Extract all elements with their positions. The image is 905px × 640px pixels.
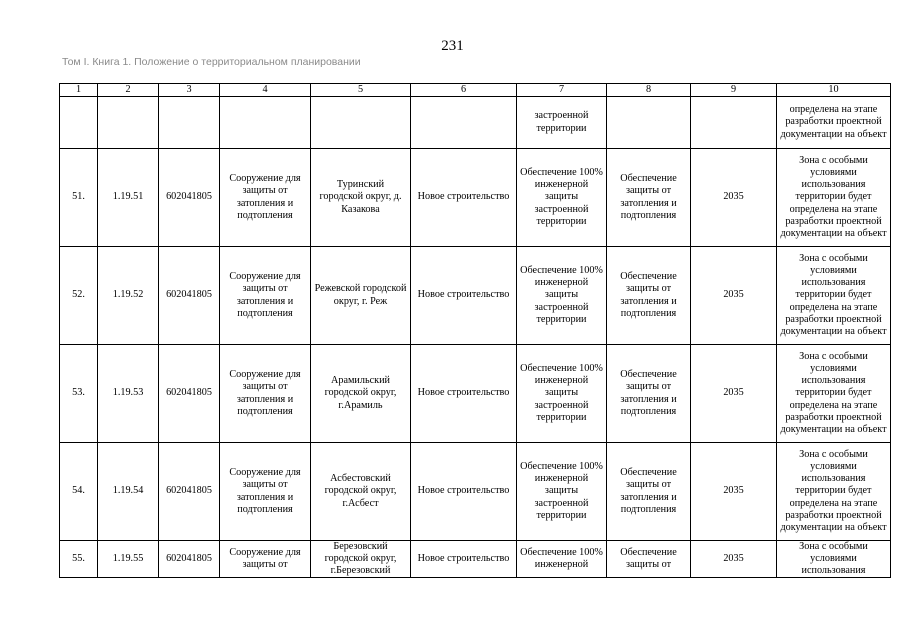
zone-cell bbox=[777, 247, 891, 345]
year-cell-text: 2035 bbox=[723, 552, 744, 564]
location-cell bbox=[311, 541, 411, 578]
location-cell bbox=[311, 247, 411, 345]
okof-code-cell bbox=[159, 149, 220, 247]
empty-cell bbox=[60, 97, 98, 149]
objects-table bbox=[59, 83, 891, 578]
object-name-cell bbox=[220, 541, 311, 578]
purpose-cell bbox=[517, 443, 607, 541]
purpose-cell bbox=[517, 247, 607, 345]
column-header: 7 bbox=[517, 84, 607, 97]
row-number-cell-text: 52. bbox=[72, 289, 85, 301]
code-cell-text: 1.19.54 bbox=[112, 485, 144, 497]
zone-cell: определена на этапе разработки проектной документации на объект bbox=[777, 97, 891, 149]
year-cell-text: 2035 bbox=[723, 289, 744, 301]
code-cell bbox=[98, 149, 159, 247]
column-header: 4 bbox=[220, 84, 311, 97]
table-row bbox=[60, 247, 891, 345]
function-cell-text: Обеспечение защиты от затопления и подтопления bbox=[620, 173, 677, 221]
work-type-cell-text: Новое строительство bbox=[417, 289, 510, 301]
purpose-cell: застроенной территории bbox=[517, 97, 607, 149]
purpose-cell bbox=[517, 541, 607, 578]
running-header: Том I. Книга 1. Положение о территориальном планировании bbox=[62, 56, 361, 68]
row-number-cell bbox=[60, 541, 98, 578]
code-cell bbox=[98, 345, 159, 443]
work-type-cell-text: Новое строительство bbox=[417, 191, 510, 203]
year-cell bbox=[691, 541, 777, 578]
year-cell bbox=[691, 345, 777, 443]
row-number-cell bbox=[60, 345, 98, 443]
location-cell bbox=[311, 443, 411, 541]
column-header: 6 bbox=[411, 84, 517, 97]
okof-code-cell bbox=[159, 345, 220, 443]
year-cell-text: 2035 bbox=[723, 485, 744, 497]
work-type-cell bbox=[411, 247, 517, 345]
zone-cell-text: Зона с особыми условиями использования территории будет определена на этапе разработки проектной документации на объект bbox=[780, 448, 887, 533]
row-number-cell bbox=[60, 443, 98, 541]
purpose-cell-text: Обеспечение 100% инженерной защиты застроенной территории bbox=[520, 460, 603, 521]
zone-cell bbox=[777, 345, 891, 443]
object-name-cell-text: Сооружение для защиты от bbox=[229, 546, 301, 570]
location-cell-text: Арамильский городской округ, г.Арамиль bbox=[324, 375, 397, 411]
work-type-cell bbox=[411, 443, 517, 541]
row-number-cell bbox=[60, 247, 98, 345]
row-number-cell-text: 55. bbox=[72, 552, 85, 564]
location-cell bbox=[311, 345, 411, 443]
okof-code-cell bbox=[159, 247, 220, 345]
function-cell-text: Обеспечение защиты от затопления и подтопления bbox=[620, 271, 677, 319]
purpose-cell-text: Обеспечение 100% инженерной защиты застроенной территории bbox=[520, 264, 603, 325]
zone-cell-text: Зона с особыми условиями использования территории будет определена на этапе разработки проектной документации на объект bbox=[780, 350, 887, 435]
okof-code-cell-text: 602041805 bbox=[166, 485, 212, 497]
empty-cell bbox=[691, 97, 777, 149]
function-cell bbox=[607, 247, 691, 345]
table-row bbox=[60, 443, 891, 541]
okof-code-cell bbox=[159, 443, 220, 541]
empty-cell bbox=[607, 97, 691, 149]
zone-cell bbox=[777, 541, 891, 578]
function-cell bbox=[607, 541, 691, 578]
location-cell-text: Туринский городской округ, д. Казакова bbox=[319, 179, 402, 215]
continuation-row bbox=[60, 97, 891, 149]
row-number-cell-text: 53. bbox=[72, 387, 85, 399]
table-row bbox=[60, 541, 891, 578]
function-cell-text: Обеспечение защиты от затопления и подтопления bbox=[620, 467, 677, 515]
row-number-cell-text: 54. bbox=[72, 485, 85, 497]
column-header: 2 bbox=[98, 84, 159, 97]
year-cell bbox=[691, 149, 777, 247]
empty-cell bbox=[311, 97, 411, 149]
work-type-cell-text: Новое строительство bbox=[417, 485, 510, 497]
zone-cell bbox=[777, 443, 891, 541]
object-name-cell-text: Сооружение для защиты от затопления и подтопления bbox=[229, 369, 301, 417]
okof-code-cell-text: 602041805 bbox=[166, 289, 212, 301]
code-cell bbox=[98, 541, 159, 578]
table-row bbox=[60, 149, 891, 247]
purpose-cell bbox=[517, 149, 607, 247]
column-header: 3 bbox=[159, 84, 220, 97]
year-cell-text: 2035 bbox=[723, 387, 744, 399]
zone-cell-text: Зона с особыми условиями использования территории будет определена на этапе разработки проектной документации на объект bbox=[780, 154, 887, 239]
column-header: 8 bbox=[607, 84, 691, 97]
year-cell bbox=[691, 247, 777, 345]
zone-cell-text: Зона с особыми условиями использования территории будет определена на этапе разработки проектной документации на объект bbox=[780, 252, 887, 337]
location-cell-text: Асбестовский городской округ, г.Асбест bbox=[324, 473, 397, 509]
empty-cell bbox=[220, 97, 311, 149]
function-cell-text: Обеспечение защиты от bbox=[620, 546, 677, 570]
purpose-cell-text: Обеспечение 100% инженерной защиты застроенной территории bbox=[520, 166, 603, 227]
code-cell bbox=[98, 247, 159, 345]
object-name-cell-text: Сооружение для защиты от затопления и подтопления bbox=[229, 467, 301, 515]
empty-cell bbox=[98, 97, 159, 149]
purpose-cell bbox=[517, 345, 607, 443]
column-header: 1 bbox=[60, 84, 98, 97]
header-row bbox=[60, 84, 891, 97]
table-row bbox=[60, 345, 891, 443]
object-name-cell-text: Сооружение для защиты от затопления и подтопления bbox=[229, 173, 301, 221]
empty-cell bbox=[159, 97, 220, 149]
zone-cell bbox=[777, 149, 891, 247]
location-cell-text: Режевской городской округ, г. Реж bbox=[314, 283, 407, 307]
function-cell bbox=[607, 345, 691, 443]
okof-code-cell-text: 602041805 bbox=[166, 552, 212, 564]
location-cell bbox=[311, 149, 411, 247]
code-cell-text: 1.19.52 bbox=[112, 289, 144, 301]
code-cell-text: 1.19.53 bbox=[112, 387, 144, 399]
year-cell bbox=[691, 443, 777, 541]
object-name-cell bbox=[220, 149, 311, 247]
function-cell bbox=[607, 149, 691, 247]
code-cell-text: 1.19.51 bbox=[112, 191, 144, 203]
location-cell-text: Березовский городской округ, г.Березовский bbox=[324, 541, 397, 577]
work-type-cell bbox=[411, 345, 517, 443]
code-cell-text: 1.19.55 bbox=[112, 552, 144, 564]
work-type-cell-text: Новое строительство bbox=[417, 387, 510, 399]
page-number: 231 bbox=[441, 38, 464, 54]
column-header: 5 bbox=[311, 84, 411, 97]
okof-code-cell-text: 602041805 bbox=[166, 387, 212, 399]
work-type-cell bbox=[411, 541, 517, 578]
object-name-cell bbox=[220, 443, 311, 541]
work-type-cell-text: Новое строительство bbox=[417, 552, 510, 564]
okof-code-cell bbox=[159, 541, 220, 578]
empty-cell bbox=[411, 97, 517, 149]
purpose-cell-text: Обеспечение 100% инженерной защиты застроенной территории bbox=[520, 362, 603, 423]
purpose-cell-text: Обеспечение 100% инженерной bbox=[520, 546, 603, 570]
object-name-cell bbox=[220, 345, 311, 443]
column-header: 9 bbox=[691, 84, 777, 97]
object-name-cell-text: Сооружение для защиты от затопления и подтопления bbox=[229, 271, 301, 319]
work-type-cell bbox=[411, 149, 517, 247]
function-cell bbox=[607, 443, 691, 541]
function-cell-text: Обеспечение защиты от затопления и подтопления bbox=[620, 369, 677, 417]
column-header: 10 bbox=[777, 84, 891, 97]
object-name-cell bbox=[220, 247, 311, 345]
okof-code-cell-text: 602041805 bbox=[166, 191, 212, 203]
row-number-cell-text: 51. bbox=[72, 191, 85, 203]
row-number-cell bbox=[60, 149, 98, 247]
zone-cell-text: Зона с особыми условиями использования bbox=[799, 541, 868, 577]
code-cell bbox=[98, 443, 159, 541]
year-cell-text: 2035 bbox=[723, 191, 744, 203]
